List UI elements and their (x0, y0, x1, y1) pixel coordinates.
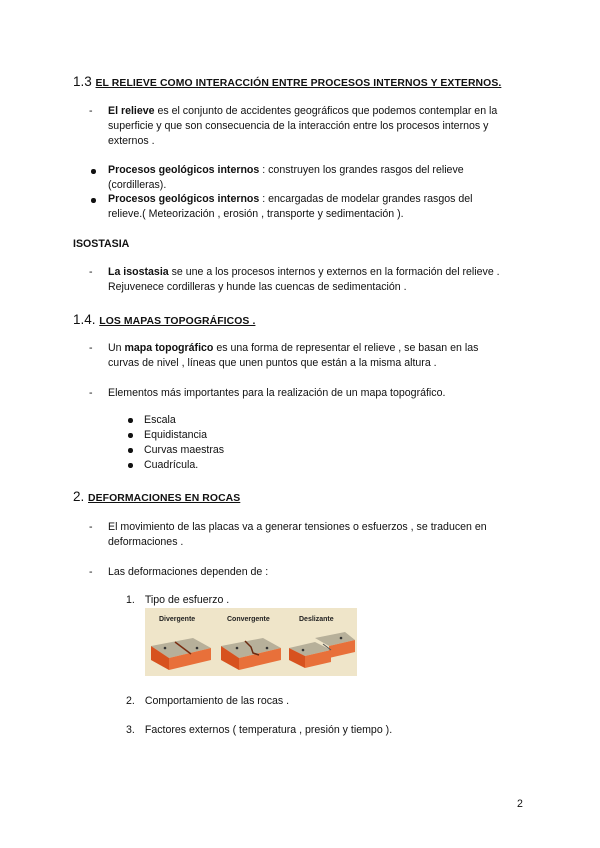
heading-title: LOS MAPAS TOPOGRÁFICOS . (99, 316, 256, 327)
term-relieve: El relieve (108, 105, 155, 117)
heading-title: DEFORMACIONES EN ROCAS (88, 493, 241, 504)
bullet-dot (91, 169, 96, 174)
dash-bullet: - (89, 342, 93, 354)
plates-paragraph: El movimiento de las placas va a generar tensiones o esfuerzos , se traducen en deformaciones . (108, 521, 487, 548)
heading-2 (73, 488, 240, 506)
depends-intro: Las deformaciones dependen de : (108, 566, 269, 578)
heading-number: 2. (73, 489, 89, 504)
fault-blocks-illustration (145, 608, 357, 676)
numbered-item-3: 3. Factores externos ( temperatura , presión y tiempo ). (126, 724, 393, 736)
topographic-map-paragraph: Un mapa topográfico es una forma de representar el relieve , se basan en las curvas de nivel , líneas que unen puntos que están a la misma altura . (108, 342, 479, 369)
list-item: Curvas maestras (128, 443, 224, 458)
dash-bullet: - (89, 521, 93, 533)
elements-intro: Elementos más importantes para la realización de un mapa topográfico. (108, 387, 446, 399)
elements-list (128, 413, 224, 473)
label-convergente: Convergente (227, 616, 270, 623)
dash-bullet: - (89, 387, 93, 399)
label-deslizante: Deslizante (299, 616, 334, 623)
numbered-item-1: 1. Tipo de esfuerzo . (126, 594, 230, 606)
external-processes-item: Procesos geológicos internos : encargadas de modelar grandes rasgos del relieve.( Meteorización , erosión , transporte y sedimentación ). (108, 193, 473, 220)
heading-1-3 (73, 73, 501, 91)
transform-block (289, 632, 355, 668)
heading-number: 1.3 (73, 74, 96, 89)
dash-bullet: - (89, 566, 93, 578)
heading-title: EL RELIEVE COMO INTERACCIÓN ENTRE PROCESOS INTERNOS Y EXTERNOS. (95, 78, 502, 89)
stress-types-figure (145, 608, 357, 676)
internal-processes-item: Procesos geológicos internos : construyen los grandes rasgos del relieve (cordilleras). (108, 164, 464, 191)
label-divergente: Divergente (159, 616, 196, 623)
dash-bullet: - (89, 105, 93, 117)
isostasia-paragraph: La isostasia se une a los procesos internos y externos en la formación del relieve . Rejuvenece cordilleras y hunde las cuencas de sedimentación . (108, 266, 500, 293)
dash-bullet: - (89, 266, 93, 278)
divergent-block (151, 638, 211, 670)
convergent-block (221, 638, 281, 670)
list-item: Equidistancia (128, 428, 224, 443)
page-number: 2 (517, 798, 523, 810)
heading-1-4 (73, 311, 255, 329)
relieve-paragraph: El relieve es el conjunto de accidentes geográficos que podemos contemplar en la superficie y que son consecuencia de la interacción entre los procesos internos y externos . (108, 105, 498, 147)
list-item: Cuadrícula. (128, 458, 224, 473)
list-item: Escala (128, 413, 224, 428)
isostasia-heading: ISOSTASIA (73, 238, 130, 250)
bullet-dot (91, 198, 96, 203)
numbered-item-2: 2. Comportamiento de las rocas . (126, 695, 290, 707)
heading-number: 1.4. (73, 312, 100, 327)
